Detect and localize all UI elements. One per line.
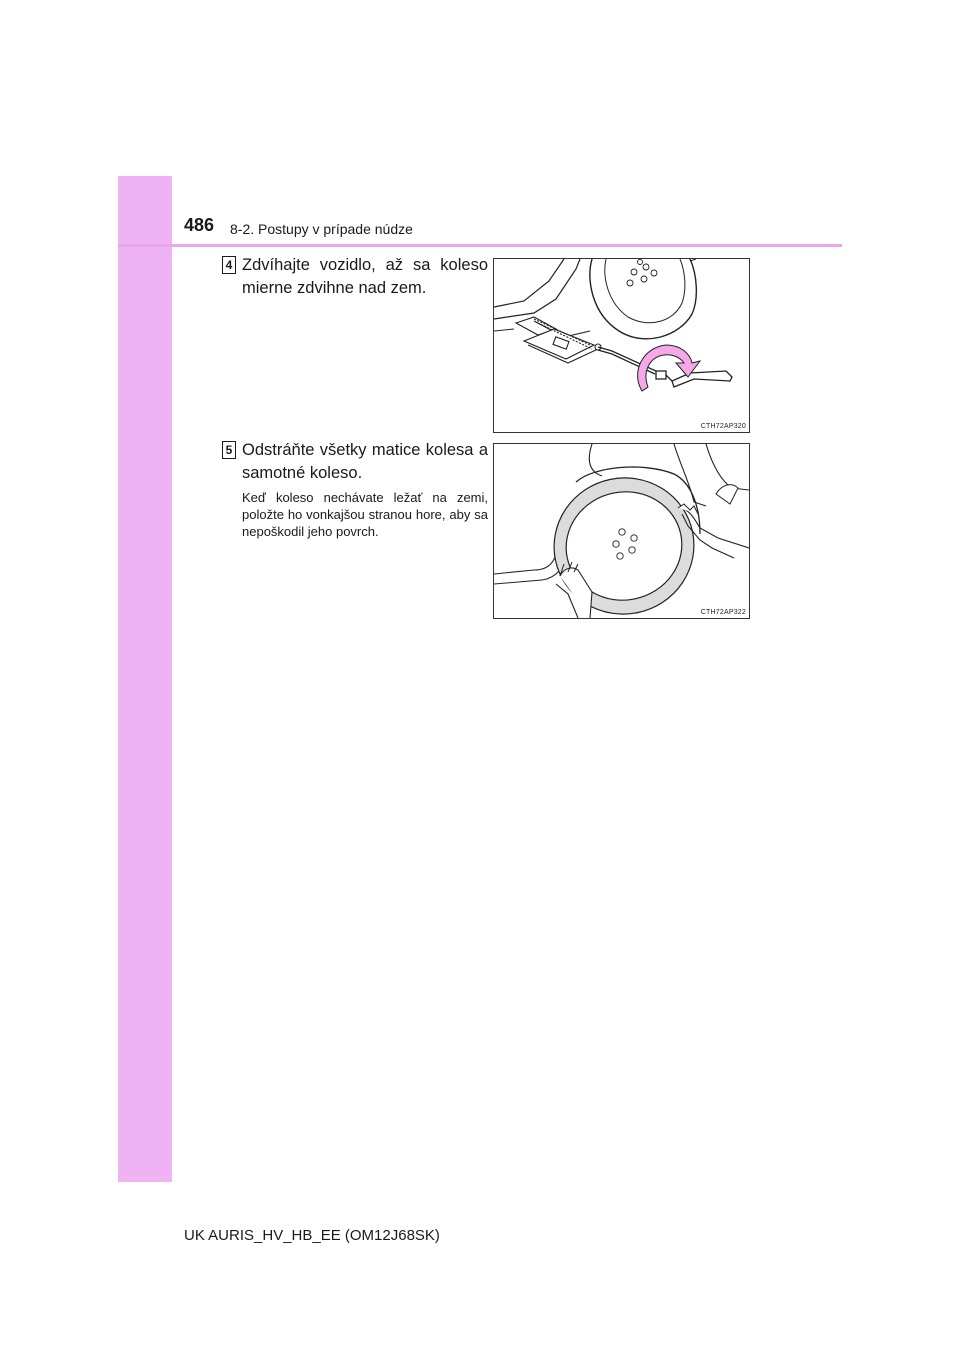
section-title: 8-2. Postupy v prípade núdze: [230, 221, 413, 237]
step-instruction: Zdvíhajte vozidlo, až sa koleso mierne zdvihne nad zem.: [242, 256, 488, 297]
step-number-badge: 4: [222, 256, 236, 274]
figure-code: CTH72AP322: [700, 609, 746, 616]
jack-crank-illustration-graphic: [494, 259, 749, 432]
wheel-removal-illustration: [493, 443, 750, 619]
step-instruction: Odstráňte všetky matice kolesa a samotné koleso.: [242, 441, 488, 482]
wheel-removal-illustration-graphic: [494, 444, 749, 618]
step-number-badge: 5: [222, 441, 236, 459]
figure-code: CTH72AP320: [700, 423, 746, 430]
manual-code: UK AURIS_HV_HB_EE (OM12J68SK): [184, 1227, 440, 1244]
jack-lifting-illustration: [493, 258, 750, 433]
page-number: 486: [184, 215, 215, 235]
step-note: Keď koleso nechávate ležať na zemi, položte ho vonkajšou stranou hore, aby sa nepoškodil jeho povrch.: [242, 490, 488, 539]
header-divider: [118, 244, 842, 247]
chapter-sidebar-tab: [118, 176, 172, 1182]
